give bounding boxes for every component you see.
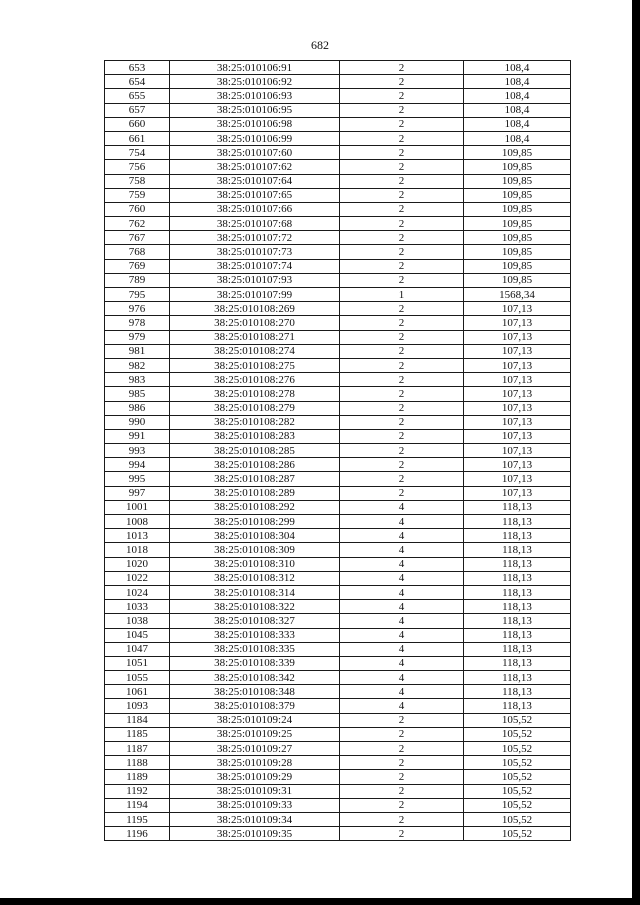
- cadastral-number-cell: 38:25:010108:269: [170, 302, 340, 316]
- area-cell: 118,13: [464, 699, 571, 713]
- area-cell: 105,52: [464, 784, 571, 798]
- row-number-cell: 983: [105, 373, 170, 387]
- area-cell: 109,85: [464, 160, 571, 174]
- cadastral-number-cell: 38:25:010107:72: [170, 231, 340, 245]
- area-cell: 107,13: [464, 486, 571, 500]
- count-cell: 2: [340, 245, 464, 259]
- table-row: [105, 557, 571, 571]
- row-number-cell: 1185: [105, 727, 170, 741]
- count-cell: 2: [340, 259, 464, 273]
- table-row: [105, 571, 571, 585]
- row-number-cell: 1047: [105, 642, 170, 656]
- count-cell: 2: [340, 387, 464, 401]
- row-number-cell: 1018: [105, 543, 170, 557]
- page-number: 682: [311, 38, 329, 52]
- row-number-cell: 1045: [105, 628, 170, 642]
- cadastral-number-cell: 38:25:010108:278: [170, 387, 340, 401]
- table-row: [105, 188, 571, 202]
- area-cell: 109,85: [464, 217, 571, 231]
- area-cell: 109,85: [464, 259, 571, 273]
- cadastral-number-cell: 38:25:010109:31: [170, 784, 340, 798]
- cadastral-number-cell: 38:25:010108:282: [170, 415, 340, 429]
- cadastral-number-cell: 38:25:010106:91: [170, 61, 340, 75]
- cadastral-number-cell: 38:25:010109:29: [170, 770, 340, 784]
- area-cell: 107,13: [464, 373, 571, 387]
- area-cell: 109,85: [464, 245, 571, 259]
- cadastral-number-cell: 38:25:010109:35: [170, 827, 340, 841]
- area-cell: 108,4: [464, 103, 571, 117]
- count-cell: 2: [340, 373, 464, 387]
- count-cell: 4: [340, 656, 464, 670]
- area-cell: 105,52: [464, 756, 571, 770]
- area-cell: 107,13: [464, 344, 571, 358]
- row-number-cell: 1013: [105, 529, 170, 543]
- area-cell: 105,52: [464, 812, 571, 826]
- row-number-cell: 995: [105, 472, 170, 486]
- row-number-cell: 1195: [105, 812, 170, 826]
- area-cell: 118,13: [464, 656, 571, 670]
- count-cell: 2: [340, 784, 464, 798]
- count-cell: 2: [340, 202, 464, 216]
- area-cell: 109,85: [464, 188, 571, 202]
- table-row: [105, 685, 571, 699]
- table-row: [105, 827, 571, 841]
- count-cell: 2: [340, 401, 464, 415]
- table-row: [105, 146, 571, 160]
- cadastral-number-cell: 38:25:010108:348: [170, 685, 340, 699]
- count-cell: 4: [340, 500, 464, 514]
- row-number-cell: 1020: [105, 557, 170, 571]
- table-row: [105, 642, 571, 656]
- table-row: [105, 415, 571, 429]
- row-number-cell: 976: [105, 302, 170, 316]
- row-number-cell: 654: [105, 75, 170, 89]
- table-row: [105, 75, 571, 89]
- row-number-cell: 768: [105, 245, 170, 259]
- cadastral-number-cell: 38:25:010108:339: [170, 656, 340, 670]
- row-number-cell: 795: [105, 288, 170, 302]
- row-number-cell: 759: [105, 188, 170, 202]
- cadastral-number-cell: 38:25:010108:335: [170, 642, 340, 656]
- table-row: [105, 600, 571, 614]
- count-cell: 2: [340, 330, 464, 344]
- count-cell: 4: [340, 685, 464, 699]
- scan-edge-bottom: [0, 898, 640, 905]
- table-row: [105, 671, 571, 685]
- area-cell: 118,13: [464, 685, 571, 699]
- cadastral-number-cell: 38:25:010107:66: [170, 202, 340, 216]
- area-cell: 108,4: [464, 75, 571, 89]
- cadastral-number-cell: 38:25:010108:283: [170, 429, 340, 443]
- count-cell: 4: [340, 614, 464, 628]
- row-number-cell: 1093: [105, 699, 170, 713]
- count-cell: 2: [340, 61, 464, 75]
- count-cell: 2: [340, 231, 464, 245]
- row-number-cell: 1196: [105, 827, 170, 841]
- row-number-cell: 997: [105, 486, 170, 500]
- row-number-cell: 979: [105, 330, 170, 344]
- table-row: [105, 756, 571, 770]
- cadastral-number-cell: 38:25:010108:276: [170, 373, 340, 387]
- table-body: [105, 61, 571, 841]
- row-number-cell: 986: [105, 401, 170, 415]
- table-row: [105, 713, 571, 727]
- cadastral-number-cell: 38:25:010108:299: [170, 515, 340, 529]
- cadastral-number-cell: 38:25:010108:379: [170, 699, 340, 713]
- count-cell: 2: [340, 827, 464, 841]
- table-row: [105, 302, 571, 316]
- count-cell: 4: [340, 699, 464, 713]
- count-cell: 2: [340, 415, 464, 429]
- table-row: [105, 344, 571, 358]
- row-number-cell: 981: [105, 344, 170, 358]
- cadastral-number-cell: 38:25:010108:274: [170, 344, 340, 358]
- table-row: [105, 401, 571, 415]
- count-cell: 2: [340, 429, 464, 443]
- count-cell: 4: [340, 600, 464, 614]
- cadastral-number-cell: 38:25:010106:98: [170, 117, 340, 131]
- count-cell: 2: [340, 117, 464, 131]
- table-row: [105, 798, 571, 812]
- row-number-cell: 1033: [105, 600, 170, 614]
- count-cell: 2: [340, 713, 464, 727]
- table-row: [105, 387, 571, 401]
- cadastral-number-cell: 38:25:010108:279: [170, 401, 340, 415]
- table-row: [105, 330, 571, 344]
- count-cell: 2: [340, 742, 464, 756]
- area-cell: 109,85: [464, 273, 571, 287]
- table-row: [105, 103, 571, 117]
- table-row: [105, 288, 571, 302]
- row-number-cell: 1024: [105, 585, 170, 599]
- table-row: [105, 444, 571, 458]
- count-cell: 2: [340, 131, 464, 145]
- row-number-cell: 762: [105, 217, 170, 231]
- row-number-cell: 978: [105, 316, 170, 330]
- table-row: [105, 174, 571, 188]
- cadastral-number-cell: 38:25:010106:95: [170, 103, 340, 117]
- area-cell: 107,13: [464, 302, 571, 316]
- row-number-cell: 1038: [105, 614, 170, 628]
- cadastral-number-cell: 38:25:010109:25: [170, 727, 340, 741]
- table-row: [105, 259, 571, 273]
- area-cell: 118,13: [464, 628, 571, 642]
- cadastral-number-cell: 38:25:010106:92: [170, 75, 340, 89]
- table-row: [105, 231, 571, 245]
- cadastral-number-cell: 38:25:010107:60: [170, 146, 340, 160]
- area-cell: 118,13: [464, 614, 571, 628]
- count-cell: 4: [340, 628, 464, 642]
- cadastral-number-cell: 38:25:010107:68: [170, 217, 340, 231]
- count-cell: 4: [340, 585, 464, 599]
- area-cell: 107,13: [464, 429, 571, 443]
- table-row: [105, 160, 571, 174]
- count-cell: 2: [340, 89, 464, 103]
- cadastral-number-cell: 38:25:010106:93: [170, 89, 340, 103]
- area-cell: 107,13: [464, 358, 571, 372]
- count-cell: 2: [340, 146, 464, 160]
- row-number-cell: 756: [105, 160, 170, 174]
- count-cell: 4: [340, 642, 464, 656]
- area-cell: 107,13: [464, 472, 571, 486]
- cadastral-number-cell: 38:25:010109:34: [170, 812, 340, 826]
- area-cell: 118,13: [464, 515, 571, 529]
- count-cell: 2: [340, 358, 464, 372]
- table-row: [105, 656, 571, 670]
- row-number-cell: 990: [105, 415, 170, 429]
- table-row: [105, 742, 571, 756]
- area-cell: 108,4: [464, 61, 571, 75]
- count-cell: 4: [340, 671, 464, 685]
- count-cell: 2: [340, 770, 464, 784]
- row-number-cell: 1189: [105, 770, 170, 784]
- area-cell: 105,52: [464, 742, 571, 756]
- row-number-cell: 769: [105, 259, 170, 273]
- area-cell: 118,13: [464, 585, 571, 599]
- table-row: [105, 131, 571, 145]
- count-cell: 2: [340, 798, 464, 812]
- area-cell: 105,52: [464, 713, 571, 727]
- table-row: [105, 486, 571, 500]
- count-cell: 4: [340, 543, 464, 557]
- row-number-cell: 1194: [105, 798, 170, 812]
- table-row: [105, 784, 571, 798]
- table-row: [105, 699, 571, 713]
- cadastral-number-cell: 38:25:010108:342: [170, 671, 340, 685]
- table-row: [105, 61, 571, 75]
- area-cell: 107,13: [464, 401, 571, 415]
- cadastral-number-cell: 38:25:010108:312: [170, 571, 340, 585]
- table-row: [105, 202, 571, 216]
- cadastral-number-cell: 38:25:010108:289: [170, 486, 340, 500]
- cadastral-number-cell: 38:25:010108:310: [170, 557, 340, 571]
- table-row: [105, 529, 571, 543]
- count-cell: 2: [340, 75, 464, 89]
- row-number-cell: 982: [105, 358, 170, 372]
- cadastral-number-cell: 38:25:010107:64: [170, 174, 340, 188]
- area-cell: 118,13: [464, 642, 571, 656]
- cadastral-number-cell: 38:25:010108:322: [170, 600, 340, 614]
- count-cell: 2: [340, 344, 464, 358]
- count-cell: 2: [340, 160, 464, 174]
- row-number-cell: 661: [105, 131, 170, 145]
- cadastral-number-cell: 38:25:010108:333: [170, 628, 340, 642]
- area-cell: 108,4: [464, 117, 571, 131]
- table-row: [105, 585, 571, 599]
- area-cell: 107,13: [464, 330, 571, 344]
- cadastral-number-cell: 38:25:010108:304: [170, 529, 340, 543]
- count-cell: 2: [340, 727, 464, 741]
- cadastral-number-cell: 38:25:010109:28: [170, 756, 340, 770]
- count-cell: 2: [340, 472, 464, 486]
- cadastral-number-cell: 38:25:010107:99: [170, 288, 340, 302]
- cadastral-number-cell: 38:25:010106:99: [170, 131, 340, 145]
- count-cell: 2: [340, 273, 464, 287]
- cadastral-number-cell: 38:25:010108:285: [170, 444, 340, 458]
- row-number-cell: 760: [105, 202, 170, 216]
- row-number-cell: 1022: [105, 571, 170, 585]
- cadastral-number-cell: 38:25:010109:27: [170, 742, 340, 756]
- area-cell: 118,13: [464, 529, 571, 543]
- table-row: [105, 117, 571, 131]
- row-number-cell: 1055: [105, 671, 170, 685]
- area-cell: 118,13: [464, 557, 571, 571]
- row-number-cell: 1008: [105, 515, 170, 529]
- count-cell: 4: [340, 557, 464, 571]
- area-cell: 109,85: [464, 231, 571, 245]
- count-cell: 2: [340, 486, 464, 500]
- area-cell: 105,52: [464, 727, 571, 741]
- row-number-cell: 657: [105, 103, 170, 117]
- table-row: [105, 472, 571, 486]
- cadastral-number-cell: 38:25:010108:327: [170, 614, 340, 628]
- area-cell: 108,4: [464, 131, 571, 145]
- row-number-cell: 1184: [105, 713, 170, 727]
- area-cell: 109,85: [464, 202, 571, 216]
- area-cell: 118,13: [464, 671, 571, 685]
- table-row: [105, 812, 571, 826]
- row-number-cell: 660: [105, 117, 170, 131]
- row-number-cell: 1188: [105, 756, 170, 770]
- table-row: [105, 373, 571, 387]
- area-cell: 118,13: [464, 500, 571, 514]
- table-row: [105, 217, 571, 231]
- count-cell: 4: [340, 529, 464, 543]
- row-number-cell: 1051: [105, 656, 170, 670]
- cadastral-number-cell: 38:25:010108:275: [170, 358, 340, 372]
- row-number-cell: 1187: [105, 742, 170, 756]
- area-cell: 107,13: [464, 444, 571, 458]
- cadastral-number-cell: 38:25:010107:65: [170, 188, 340, 202]
- area-cell: 105,52: [464, 770, 571, 784]
- table-row: [105, 273, 571, 287]
- row-number-cell: 758: [105, 174, 170, 188]
- row-number-cell: 993: [105, 444, 170, 458]
- table-row: [105, 727, 571, 741]
- row-number-cell: 1001: [105, 500, 170, 514]
- area-cell: 1568,34: [464, 288, 571, 302]
- cadastral-number-cell: 38:25:010109:24: [170, 713, 340, 727]
- area-cell: 109,85: [464, 146, 571, 160]
- area-cell: 107,13: [464, 316, 571, 330]
- count-cell: 1: [340, 288, 464, 302]
- count-cell: 2: [340, 188, 464, 202]
- count-cell: 2: [340, 316, 464, 330]
- area-cell: 107,13: [464, 415, 571, 429]
- row-number-cell: 1192: [105, 784, 170, 798]
- row-number-cell: 767: [105, 231, 170, 245]
- area-cell: 118,13: [464, 600, 571, 614]
- count-cell: 2: [340, 812, 464, 826]
- cadastral-number-cell: 38:25:010108:314: [170, 585, 340, 599]
- table-row: [105, 614, 571, 628]
- scan-edge-right: [632, 0, 640, 905]
- count-cell: 2: [340, 458, 464, 472]
- area-cell: 105,52: [464, 798, 571, 812]
- row-number-cell: 985: [105, 387, 170, 401]
- area-cell: 118,13: [464, 571, 571, 585]
- table-row: [105, 770, 571, 784]
- row-number-cell: 754: [105, 146, 170, 160]
- count-cell: 2: [340, 103, 464, 117]
- row-number-cell: 655: [105, 89, 170, 103]
- count-cell: 4: [340, 571, 464, 585]
- cadastral-number-cell: 38:25:010108:270: [170, 316, 340, 330]
- table-row: [105, 515, 571, 529]
- row-number-cell: 994: [105, 458, 170, 472]
- count-cell: 2: [340, 302, 464, 316]
- count-cell: 4: [340, 515, 464, 529]
- table-row: [105, 429, 571, 443]
- table-row: [105, 358, 571, 372]
- cadastral-number-cell: 38:25:010108:271: [170, 330, 340, 344]
- area-cell: 107,13: [464, 387, 571, 401]
- cadastral-number-cell: 38:25:010108:287: [170, 472, 340, 486]
- table-row: [105, 316, 571, 330]
- count-cell: 2: [340, 444, 464, 458]
- cadastral-number-cell: 38:25:010108:309: [170, 543, 340, 557]
- area-cell: 118,13: [464, 543, 571, 557]
- count-cell: 2: [340, 756, 464, 770]
- table-row: [105, 543, 571, 557]
- cadastral-number-cell: 38:25:010108:286: [170, 458, 340, 472]
- cadastral-number-cell: 38:25:010107:73: [170, 245, 340, 259]
- table-row: [105, 89, 571, 103]
- cadastral-number-cell: 38:25:010109:33: [170, 798, 340, 812]
- row-number-cell: 789: [105, 273, 170, 287]
- cadastral-number-cell: 38:25:010108:292: [170, 500, 340, 514]
- table-row: [105, 628, 571, 642]
- row-number-cell: 1061: [105, 685, 170, 699]
- row-number-cell: 991: [105, 429, 170, 443]
- area-cell: 109,85: [464, 174, 571, 188]
- table-row: [105, 245, 571, 259]
- count-cell: 2: [340, 174, 464, 188]
- cadastral-number-cell: 38:25:010107:74: [170, 259, 340, 273]
- area-cell: 107,13: [464, 458, 571, 472]
- area-cell: 108,4: [464, 89, 571, 103]
- row-number-cell: 653: [105, 61, 170, 75]
- area-cell: 105,52: [464, 827, 571, 841]
- table-row: [105, 458, 571, 472]
- cadastral-number-cell: 38:25:010107:93: [170, 273, 340, 287]
- table-row: [105, 500, 571, 514]
- count-cell: 2: [340, 217, 464, 231]
- cadastral-number-cell: 38:25:010107:62: [170, 160, 340, 174]
- property-table: [104, 60, 571, 841]
